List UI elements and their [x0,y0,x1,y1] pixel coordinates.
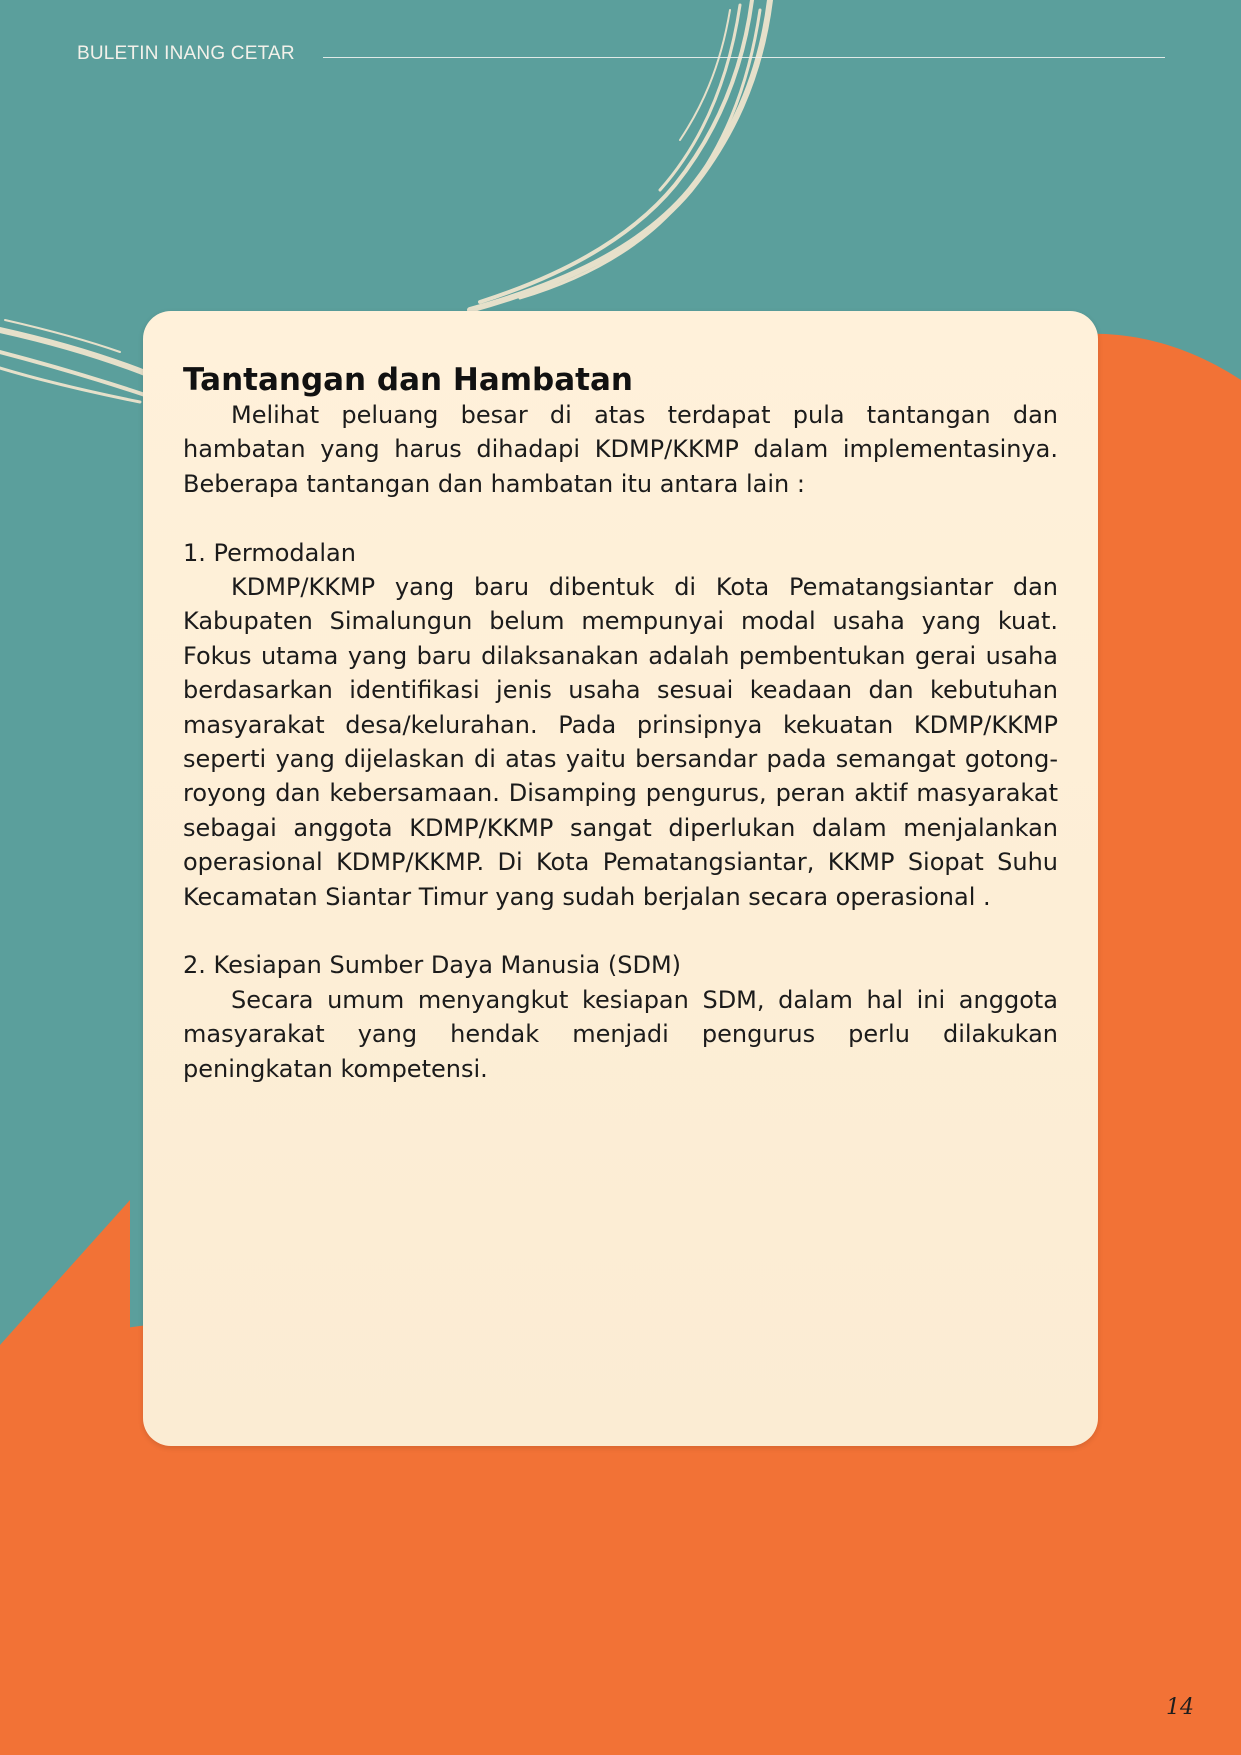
spacer [183,914,1058,948]
section-heading-sdm: 2. Kesiapan Sumber Daya Manusia (SDM) [183,951,682,980]
article-title: Tantangan dan Hambatan [183,362,633,398]
section-heading-permodalan: 1. Permodalan [183,538,356,567]
header-divider [323,57,1165,58]
spacer [183,501,1058,535]
article-content [183,358,1058,1086]
section-body-sdm: Secara umum menyangkut kesiapan SDM, dalam hal ini anggota masyarakat yang hendak menjadi pengurus perlu dilakukan peningkatan kompetensi. [183,985,1058,1083]
article-intro: Melihat peluang besar di atas terdapat pula tantangan dan hambatan yang harus dihadapi KDMP/KKMP dalam implementasinya. Beberapa tantangan dan hambatan itu antara lain : [183,401,1058,498]
page-number: 14 [1166,1695,1194,1720]
bulletin-title: BULETIN INANG CETAR [77,43,295,64]
section-body-permodalan: KDMP/KKMP yang baru dibentuk di Kota Pematangsiantar dan Kabupaten Simalungun belum mempunyai modal usaha yang kuat. Fokus utama yang baru dilaksanakan adalah pembentukan gerai usaha berdasarkan identifikasi jenis usaha sesuai keadaan dan kebutuhan masyarakat desa/kelurahan. Pada prinsipnya kekuatan KDMP/KKMP seperti yang dijelaskan di atas yaitu bersandar pada semangat gotong-royong dan kebersamaan. Disamping pengurus, peran aktif masyarakat sebagai anggota KDMP/KKMP sangat diperlukan dalam menjalankan operasional KDMP/KKMP. Di Kota Pematangsiantar, KKMP Siopat Suhu Kecamatan Siantar Timur yang sudah berjalan secara operasional . [183,573,1058,911]
